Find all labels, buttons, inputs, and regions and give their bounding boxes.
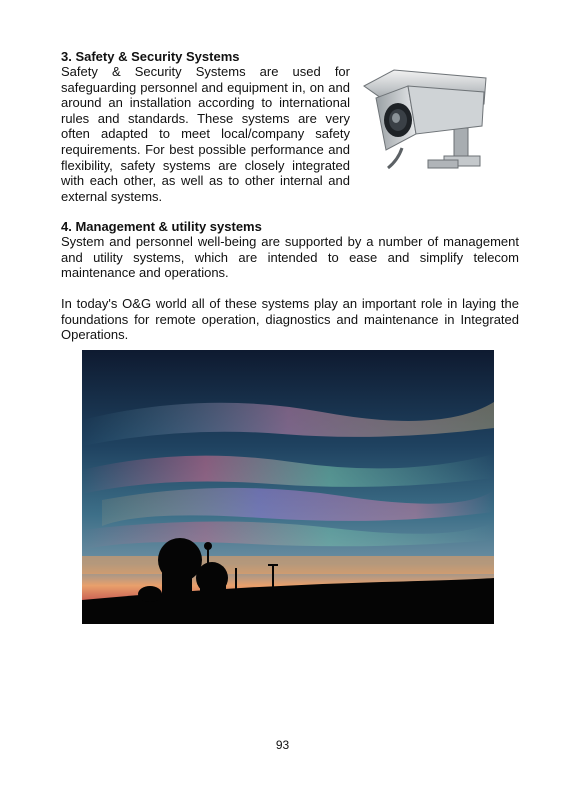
- security-camera-icon: [358, 64, 490, 174]
- closing-paragraph: In today's O&G world all of these systems play an important role in laying the foundations for remote operation, diagnostics and maintenance in Integrated Operations.: [61, 296, 519, 343]
- polar-stratospheric-clouds-photo: [82, 350, 494, 624]
- section-4-body: System and personnel well-being are supported by a number of management and utility systems, which are intended to ease and simplify telecom maintenance and operations.: [61, 234, 519, 281]
- section-3-body: Safety & Security Systems are used for safeguarding personnel and equipment in, on and around an installation according to international rules and standards. These systems are very often adapted to meet local/company safety requirements. For best possible performance and flexibility, safety systems are closely integrated with each other, as well as to other internal and external systems.: [61, 64, 350, 204]
- page-number: 93: [275, 738, 290, 752]
- section-3-heading: 3. Safety & Security Systems: [61, 49, 240, 64]
- section-4-heading: 4. Management & utility systems: [61, 219, 262, 234]
